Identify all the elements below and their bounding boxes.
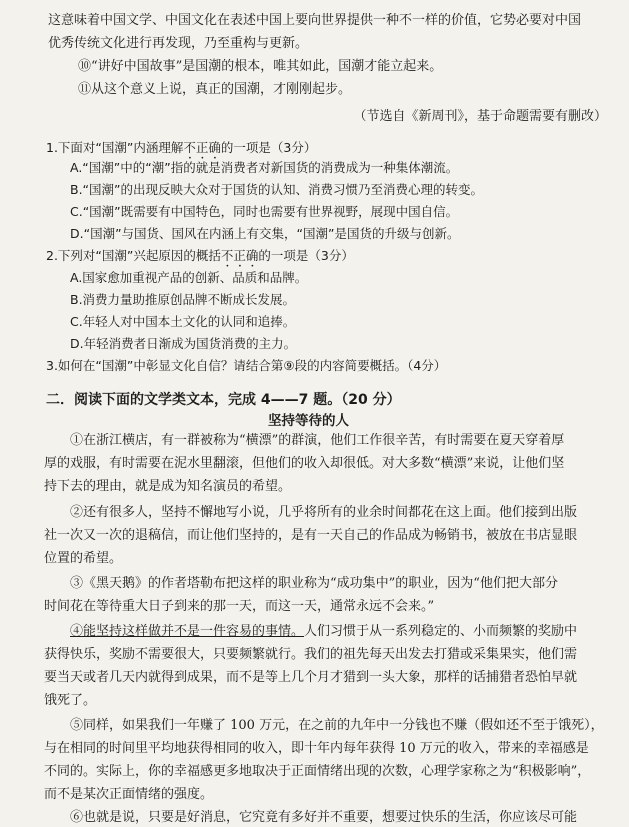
story-line: ⑤同样，如果我们一年赚了 100 万元，在之前的九年中一分钱也不赚（假如还不至于饿死）， (70, 718, 604, 733)
story-line: ③《黑天鹅》的作者塔勒布把这样的职业称为“成功集中”的职业，因为“他们把大部分 (70, 576, 558, 591)
question-2-option-c: C.年轻人对中国本土文化的认同和追捧。 (70, 314, 296, 329)
question-2-option-d: D.年轻消费者日渐成为国货消费的主力。 (70, 336, 297, 351)
story-line: 不同的。实际上，你的幸福感更多地取决于正面情绪出现的次数，心理学家称之为“积极影响”， (44, 764, 591, 779)
story-line: 位置的希望。 (44, 551, 123, 566)
story-line: ⑥也就是说，只要是好消息，它究竟有多好并不重要，想要过快乐的生活，你应该尽可能 (70, 810, 578, 825)
story-text: 人们习惯于从一系列稳定的、小而频繁的奖励中 (304, 624, 578, 639)
story-line: 持下去的理由，就是成为知名演员的希望。 (44, 479, 292, 494)
stem-text: 的一项是（3分） (258, 248, 354, 263)
story-line: 与在相同的时间里平均地获得相同的收入，即十年内每年获得 10 万元的收入，带来的幸福感是 (44, 741, 589, 756)
question-1-option-b: B.“国潮”的出现反映大众对于国货的认知、消费习惯乃至消费心理的转变。 (70, 182, 484, 197)
passage-source: （节选自《新周刊》，基于命题需要有删改） (353, 109, 607, 124)
stem-emphasis: 不正确 (220, 248, 259, 263)
question-1-option-a: A.“国潮”中的“潮”指的就是消费者对新国货的消费成为一种集体潮流。 (70, 160, 459, 175)
question-2-stem (46, 247, 354, 270)
story-title: 坚持等待的人 (268, 413, 349, 429)
story-line: 而不是某次正面情绪的强度。 (44, 787, 214, 802)
question-1-option-c: C.“国潮”既需要有中国特色，同时也需要有世界视野，展现中国自信。 (70, 204, 459, 219)
story-line: 社一次又一次的退稿信，而让他们坚持的，是有一天自己的作品成为畅销书，被放在书店显眼 (44, 528, 578, 543)
stem-text: 的一项是（3分） (220, 140, 317, 155)
question-2-option-a: A.国家愈加重视产品的创新、品质和品牌。 (70, 270, 308, 285)
passage-line: 这意味着中国文学、中国文化在表述中国上要向世界提供一种不一样的价值，它势必要对中国 (48, 13, 582, 28)
question-3-stem: 3.如何在“国潮”中彰显文化自信？请结合第⑨段的内容简要概括。（4分） (46, 358, 447, 373)
passage-line: 优秀传统文化进行再发现，乃至重构与更新。 (48, 36, 309, 51)
story-line: 厚的戏服，有时需要在泥水里翻滚，但他们的收入却很低。对大多数“横漂”来说，让他们坚 (44, 456, 565, 471)
story-line: 饿死了。 (44, 693, 97, 708)
story-line: 要当天或者几天内就得到成果，而不是等上几个月才猎到一头大象，那样的话捕猎者恐怕早就 (44, 670, 578, 685)
story-line: ②还有很多人，坚持不懈地写小说，几乎将所有的业余时间都花在这上面。他们接到出版 (70, 505, 578, 520)
story-line: 获得快乐，奖励不需要很大，只要频繁就行。我们的祖先每天出发去打猎或采集果实，他们需 (44, 647, 578, 662)
section-2-heading: 二．阅读下面的文学类文本，完成 4——7 题。（20 分） (46, 392, 401, 408)
stem-emphasis: 不正确 (183, 140, 221, 155)
question-2-option-b: B.消费力量助推原创品牌不断成长发展。 (70, 292, 296, 307)
stem-text: 1.下面对“国潮”内涵理解 (46, 140, 184, 155)
passage-paragraph-10: ⑩“讲好中国故事”是国潮的根本，唯其如此，国潮才能立起来。 (78, 59, 443, 74)
story-line: 时间花在等待重大日子到来的那一天，而这一天，通常永远不会来。” (44, 599, 435, 614)
story-paragraph-4 (70, 623, 577, 641)
passage-paragraph-11: ⑪从这个意义上说，真正的国潮，才刚刚起步。 (78, 82, 352, 97)
question-1-option-d: D.“国潮”与国货、国风在内涵上有交集，“国潮”是国货的升级与创新。 (70, 226, 460, 241)
underlined-sentence: ④能坚持这样做并不是一件容易的事情。 (70, 624, 305, 639)
stem-text: 2.下列对“国潮”兴起原因的概括 (46, 248, 221, 263)
story-line: ①在浙江横店，有一群被称为“横漂”的群演，他们工作很辛苦，有时需要在夏天穿着厚 (70, 433, 565, 448)
